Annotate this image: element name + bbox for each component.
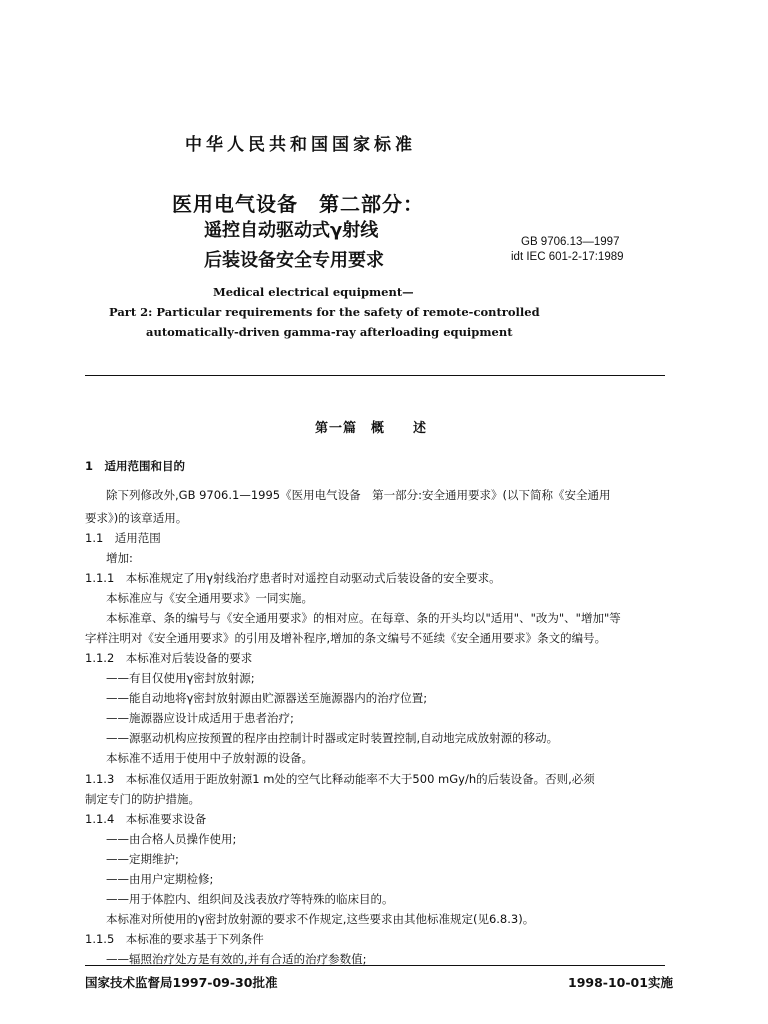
title-en-line-3: automatically-driven gamma-ray afterloading equipment	[146, 325, 513, 339]
title-en-line-2: Part 2: Particular requirements for the safety of remote-controlled	[109, 305, 540, 319]
clause-heading: 1.1.4 本标准要求设备	[85, 812, 207, 826]
list-item: ——用于体腔内、组织间及浅表放疗等特殊的临床目的。	[106, 892, 394, 906]
title-en-line-1: Medical electrical equipment—	[213, 285, 414, 299]
clause-heading: 1.1.1 本标准规定了用γ射线治疗患者时对遥控自动驱动式后装设备的安全要求。	[85, 571, 501, 585]
title-cn-line-1: 医用电气设备 第二部分：	[172, 192, 424, 216]
standard-number: GB 9706.13—1997	[521, 236, 620, 248]
list-item: ——由用户定期检修;	[106, 872, 214, 886]
header-divider	[85, 375, 665, 376]
list-item: ——源驱动机构应按预置的程序由控制计时器或定时装置控制,自动地完成放射源的移动。	[106, 731, 559, 745]
body-line: 除下列修改外,GB 9706.1—1995《医用电气设备 第一部分:安全通用要求》(以下简称《安全通用	[106, 488, 611, 502]
iec-equivalence: idt IEC 601-2-17:1989	[511, 251, 624, 263]
subsection-heading: 1.1 适用范围	[85, 531, 161, 545]
body-line: 本标准章、条的编号与《安全通用要求》的相对应。在每章、条的开头均以"适用"、"改为"、"增加"等	[106, 611, 621, 625]
approval-date: 国家技术监督局1997-09-30批准	[85, 975, 278, 990]
national-standard-label: 中华人民共和国国家标准	[185, 135, 416, 155]
list-item: ——施源器应设计成适用于患者治疗;	[106, 711, 294, 725]
clause-heading: 1.1.5 本标准的要求基于下列条件	[85, 932, 264, 946]
body-line: 增加:	[106, 551, 133, 565]
implementation-date: 1998-10-01实施	[568, 975, 673, 990]
list-item: ——有目仅使用γ密封放射源;	[106, 671, 255, 685]
title-cn-line-3: 后装设备安全专用要求	[204, 250, 384, 271]
clause-heading: 1.1.2 本标准对后装设备的要求	[85, 651, 253, 665]
list-item: ——定期维护;	[106, 852, 179, 866]
body-line: 本标准不适用于使用中子放射源的设备。	[106, 751, 313, 765]
body-line: 字样注明对《安全通用要求》的引用及增补程序,增加的条文编号不延续《安全通用要求》条文的编号。	[85, 631, 607, 645]
list-item: ——能自动地将γ密封放射源由贮源器送至施源器内的治疗位置;	[106, 691, 428, 705]
body-line: 本标准对所使用的γ密封放射源的要求不作规定,这些要求由其他标准规定(见6.8.3)。	[106, 912, 535, 926]
section-heading: 1 适用范围和目的	[85, 459, 186, 473]
body-line: 要求》)的该章适用。	[85, 511, 188, 525]
list-item: ——由合格人员操作使用;	[106, 832, 237, 846]
body-line: 制定专门的防护措施。	[85, 792, 200, 806]
title-cn-line-2: 遥控自动驱动式γ射线	[204, 220, 379, 241]
part-title: 第一篇 概 述	[315, 421, 428, 436]
body-line: 本标准应与《安全通用要求》一同实施。	[106, 591, 313, 605]
footer-divider	[85, 965, 665, 966]
list-item: ——辐照治疗处方是有效的,并有合适的治疗参数值;	[106, 952, 367, 966]
clause-heading: 1.1.3 本标准仅适用于距放射源1 m处的空气比释动能率不大于500 mGy/h的后装设备。否则,必须	[85, 772, 595, 786]
